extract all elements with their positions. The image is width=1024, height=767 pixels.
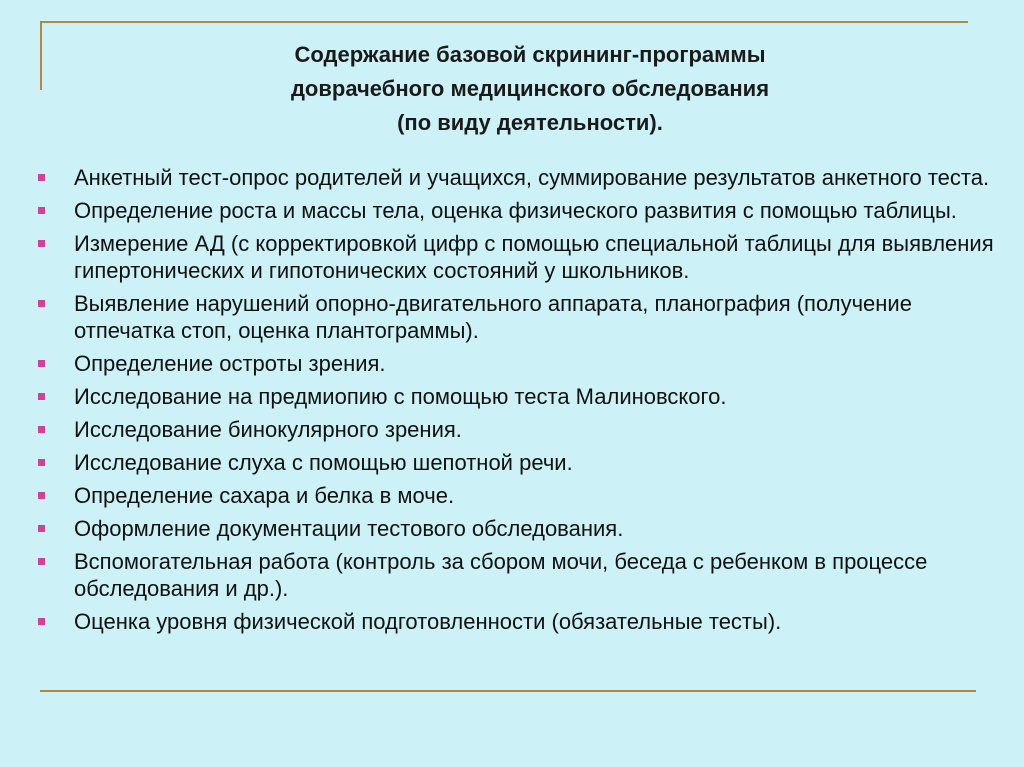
bullet-item (38, 230, 1008, 284)
bullet-text: Оценка уровня физической подготовленности (обязательные тесты). (74, 609, 782, 634)
bullet-item (38, 515, 1008, 542)
bullet-marker (38, 492, 45, 499)
bullet-text: Определение остроты зрения. (74, 351, 386, 376)
title-line-1: Содержание базовой скрининг-программы (294, 42, 766, 67)
bullet-marker (38, 618, 45, 625)
bullet-text: Выявление нарушений опорно-двигательного аппарата, планография (получение отпечатка стоп, оценка плантограммы). (74, 291, 912, 343)
bullet-marker (38, 525, 45, 532)
bullet-marker (38, 360, 45, 367)
bullet-item (38, 608, 1008, 635)
bullet-item (38, 290, 1008, 344)
bullet-marker (38, 459, 45, 466)
bullet-item (38, 416, 1008, 443)
bullet-item (38, 164, 1008, 191)
slide-title (170, 38, 890, 140)
title-line-2: доврачебного медицинского обследования (290, 76, 770, 101)
top-rule-horizontal (40, 21, 968, 23)
bullet-marker (38, 207, 45, 214)
bullet-item (38, 449, 1008, 476)
bullet-text: Исследование слуха с помощью шепотной речи. (74, 450, 573, 475)
bullet-list (38, 164, 1008, 641)
bullet-text: Исследование на предмиопию с помощью теста Малиновского. (74, 384, 727, 409)
bullet-text: Анкетный тест-опрос родителей и учащихся, суммирование результатов анкетного теста. (74, 165, 990, 190)
bullet-text: Определение сахара и белка в моче. (74, 483, 455, 508)
bullet-text: Оформление документации тестового обследования. (74, 516, 624, 541)
bullet-item (38, 197, 1008, 224)
bullet-item (38, 383, 1008, 410)
bullet-text: Вспомогательная работа (контроль за сбором мочи, беседа с ребенком в процессе обследования и др.). (74, 549, 928, 601)
bullet-marker (38, 393, 45, 400)
bullet-marker (38, 174, 45, 181)
bullet-text: Исследование бинокулярного зрения. (74, 417, 462, 442)
bullet-marker (38, 240, 45, 247)
bottom-rule-horizontal (40, 690, 976, 692)
bullet-item (38, 482, 1008, 509)
bullet-marker (38, 426, 45, 433)
top-rule-vertical (40, 21, 42, 90)
bullet-marker (38, 300, 45, 307)
title-line-3: (по виду деятельности). (397, 110, 663, 135)
bullet-text: Определение роста и массы тела, оценка физического развития с помощью таблицы. (74, 198, 957, 223)
bullet-item (38, 350, 1008, 377)
bullet-text: Измерение АД (с корректировкой цифр с помощью специальной таблицы для выявления гипертонических и гипотонических состояний у школьников. (74, 231, 994, 283)
bullet-item (38, 548, 1008, 602)
bullet-marker (38, 558, 45, 565)
